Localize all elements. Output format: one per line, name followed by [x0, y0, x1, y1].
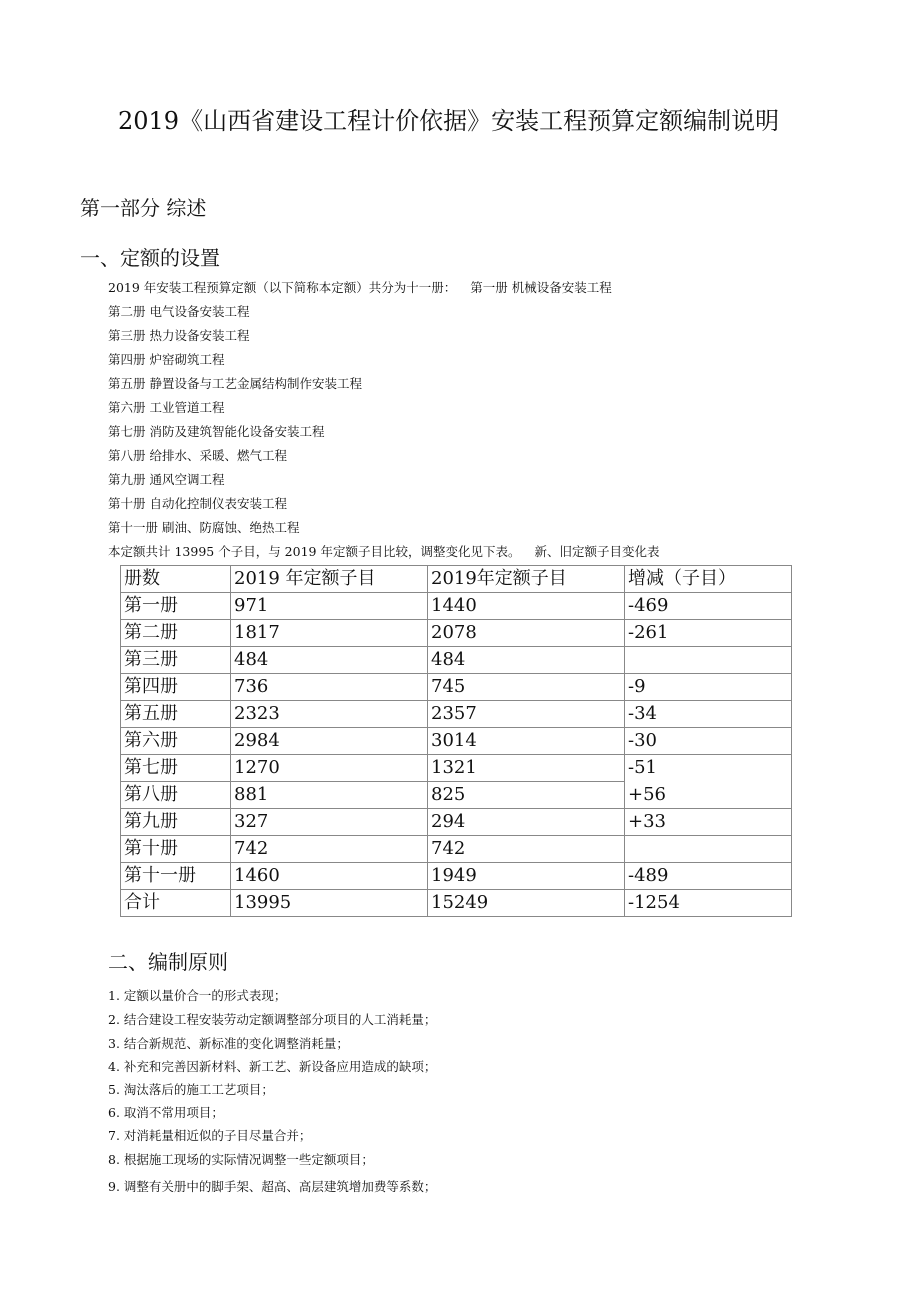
document-title: 2019《山西省建设工程计价依据》安装工程预算定额编制说明 — [118, 107, 780, 135]
volume-item: 第三册 热力设备安装工程 — [108, 328, 250, 343]
volume-item: 第一册 机械设备安装工程 — [470, 280, 612, 295]
table-cell: 第八册 — [121, 782, 231, 809]
volume-item: 第七册 消防及建筑智能化设备安装工程 — [108, 424, 325, 439]
section-heading-principles: 二、编制原则 — [108, 950, 228, 974]
summary-line — [108, 542, 660, 560]
table-cell: 971 — [231, 593, 428, 620]
table-cell: 745 — [428, 674, 625, 701]
principle-item: 8. 根据施工现场的实际情况调整一些定额项目； — [108, 1152, 374, 1167]
table-cell: -30 — [625, 728, 792, 755]
table-row — [121, 809, 792, 836]
table-cell: 第十一册 — [121, 863, 231, 890]
table-cell: 第七册 — [121, 755, 231, 782]
table-total-row — [121, 890, 792, 917]
table-cell: 736 — [231, 674, 428, 701]
table-cell: 742 — [428, 836, 625, 863]
table-cell: 2357 — [428, 701, 625, 728]
table-row — [121, 593, 792, 620]
table-cell: +33 — [625, 809, 792, 836]
volumes-intro-line — [108, 278, 612, 296]
table-cell: 1949 — [428, 863, 625, 890]
section-heading-quota-setup: 一、定额的设置 — [80, 246, 220, 270]
principle-item: 1. 定额以量价合一的形式表现； — [108, 988, 287, 1003]
table-cell: 484 — [231, 647, 428, 674]
table-cell: -1254 — [625, 890, 792, 917]
volume-item: 第五册 静置设备与工艺金属结构制作安装工程 — [108, 376, 362, 391]
table-cell: 1270 — [231, 755, 428, 782]
volume-item: 第八册 给排水、采暖、燃气工程 — [108, 448, 287, 463]
table-cell: 13995 — [231, 890, 428, 917]
table-row — [121, 647, 792, 674]
part-heading: 第一部分 综述 — [80, 196, 207, 220]
table-cell: 2323 — [231, 701, 428, 728]
volumes-intro-text: 2019 年安装工程预算定额（以下简称本定额）共分为十一册： — [108, 280, 457, 295]
principle-item: 6. 取消不常用项目； — [108, 1105, 224, 1120]
volume-item: 第六册 工业管道工程 — [108, 400, 225, 415]
table-row — [121, 836, 792, 863]
table-row — [121, 728, 792, 755]
table-cell: 合计 — [121, 890, 231, 917]
table-row — [121, 863, 792, 890]
table-cell: +56 — [625, 782, 792, 809]
table-cell — [625, 647, 792, 674]
table-cell: 第二册 — [121, 620, 231, 647]
header-cell: 增减（子目） — [625, 566, 792, 593]
table-row — [121, 701, 792, 728]
table-cell: 825 — [428, 782, 625, 809]
volume-item: 第二册 电气设备安装工程 — [108, 304, 250, 319]
principle-item: 4. 补充和完善因新材料、新工艺、新设备应用造成的缺项； — [108, 1059, 437, 1074]
volume-item: 第十册 自动化控制仪表安装工程 — [108, 496, 287, 511]
table-cell: -489 — [625, 863, 792, 890]
volume-item: 第十一册 刷油、防腐蚀、绝热工程 — [108, 520, 300, 535]
principle-item: 2. 结合建设工程安装劳动定额调整部分项目的人工消耗量； — [108, 1012, 437, 1027]
summary-text: 本定额共计 13995 个子目，与 2019 年定额子目比较，调整变化见下表。 — [108, 544, 521, 559]
table-cell: 15249 — [428, 890, 625, 917]
table-cell: 第五册 — [121, 701, 231, 728]
table-cell: 3014 — [428, 728, 625, 755]
table-header-row — [121, 566, 792, 593]
header-cell: 册数 — [121, 566, 231, 593]
volume-item: 第九册 通风空调工程 — [108, 472, 225, 487]
table-cell: 1817 — [231, 620, 428, 647]
table-cell: -34 — [625, 701, 792, 728]
principle-item: 3. 结合新规范、新标准的变化调整消耗量； — [108, 1036, 349, 1051]
table-cell: -9 — [625, 674, 792, 701]
table-cell: 294 — [428, 809, 625, 836]
table-cell: 484 — [428, 647, 625, 674]
header-cell: 2019 年定额子目 — [231, 566, 428, 593]
table-cell: 第三册 — [121, 647, 231, 674]
table-cell: 742 — [231, 836, 428, 863]
table-cell: 2984 — [231, 728, 428, 755]
table-cell: 第十册 — [121, 836, 231, 863]
table-cell: 1440 — [428, 593, 625, 620]
header-cell: 2019年定额子目 — [428, 566, 625, 593]
table-row — [121, 674, 792, 701]
table-cell: 881 — [231, 782, 428, 809]
table-row — [121, 755, 792, 782]
table-cell: -261 — [625, 620, 792, 647]
table-cell — [625, 836, 792, 863]
table-caption: 新、旧定额子目变化表 — [534, 544, 660, 559]
table-row — [121, 620, 792, 647]
table-cell: -51 — [625, 755, 792, 782]
principle-item: 9. 调整有关册中的脚手架、超高、高层建筑增加费等系数； — [108, 1179, 437, 1194]
volume-item: 第四册 炉窑砌筑工程 — [108, 352, 225, 367]
table-cell: 2078 — [428, 620, 625, 647]
table-row — [121, 782, 792, 809]
quota-change-table — [120, 565, 792, 917]
table-cell: 327 — [231, 809, 428, 836]
table-cell: 第一册 — [121, 593, 231, 620]
table-cell: 1460 — [231, 863, 428, 890]
table-cell: -469 — [625, 593, 792, 620]
principle-item: 7. 对消耗量相近似的子目尽量合并； — [108, 1128, 312, 1143]
table-cell: 第九册 — [121, 809, 231, 836]
table-cell: 第四册 — [121, 674, 231, 701]
principle-item: 5. 淘汰落后的施工工艺项目； — [108, 1082, 274, 1097]
table-cell: 1321 — [428, 755, 625, 782]
table-cell: 第六册 — [121, 728, 231, 755]
